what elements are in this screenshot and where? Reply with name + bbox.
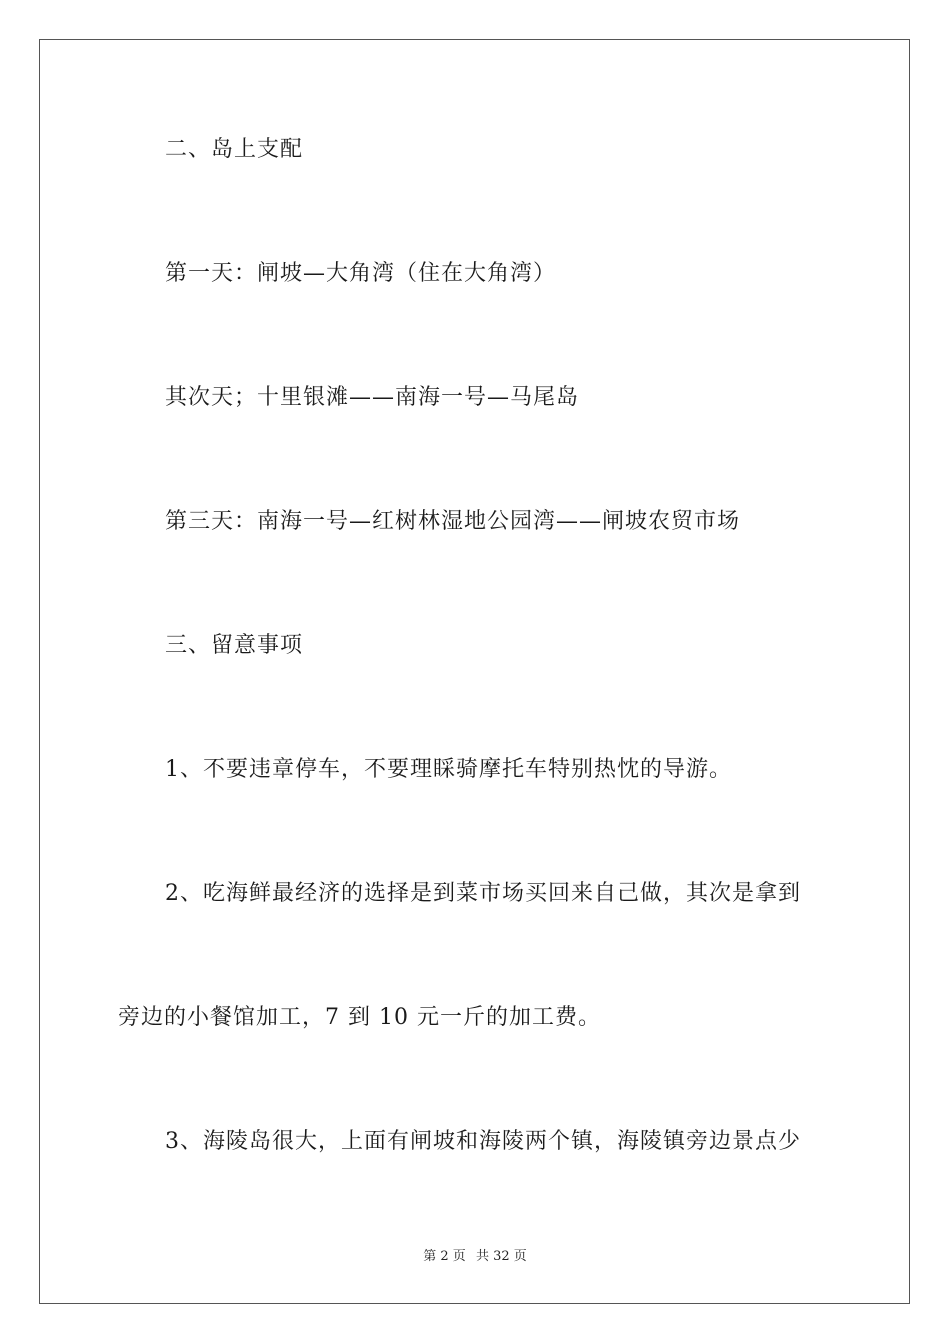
page-number: 第 2 页 xyxy=(423,1249,466,1264)
note-item-2-continued: 旁边的小餐馆加工，7 到 10 元一斤的加工费。 xyxy=(118,1005,601,1030)
itinerary-day-two: 其次天；十里银滩——南海一号—马尾岛 xyxy=(165,385,580,410)
page-footer xyxy=(0,1248,950,1266)
note-item-3: 3、海陵岛很大，上面有闸坡和海陵两个镇，海陵镇旁边景点少 xyxy=(165,1129,801,1154)
section-heading-notes: 三、留意事项 xyxy=(165,633,304,658)
total-pages: 共 32 页 xyxy=(475,1249,527,1264)
note-item-2: 2、吃海鲜最经济的选择是到菜市场买回来自己做，其次是拿到 xyxy=(165,881,801,906)
itinerary-day-three: 第三天：南海一号—红树林湿地公园湾——闸坡农贸市场 xyxy=(165,509,741,534)
note-item-1: 1、不要违章停车，不要理睬骑摩托车特别热忱的导游。 xyxy=(165,757,732,782)
page-border xyxy=(39,39,910,1304)
itinerary-day-one: 第一天：闸坡—大角湾（住在大角湾） xyxy=(165,261,557,286)
section-heading-island-schedule: 二、岛上支配 xyxy=(165,137,304,162)
